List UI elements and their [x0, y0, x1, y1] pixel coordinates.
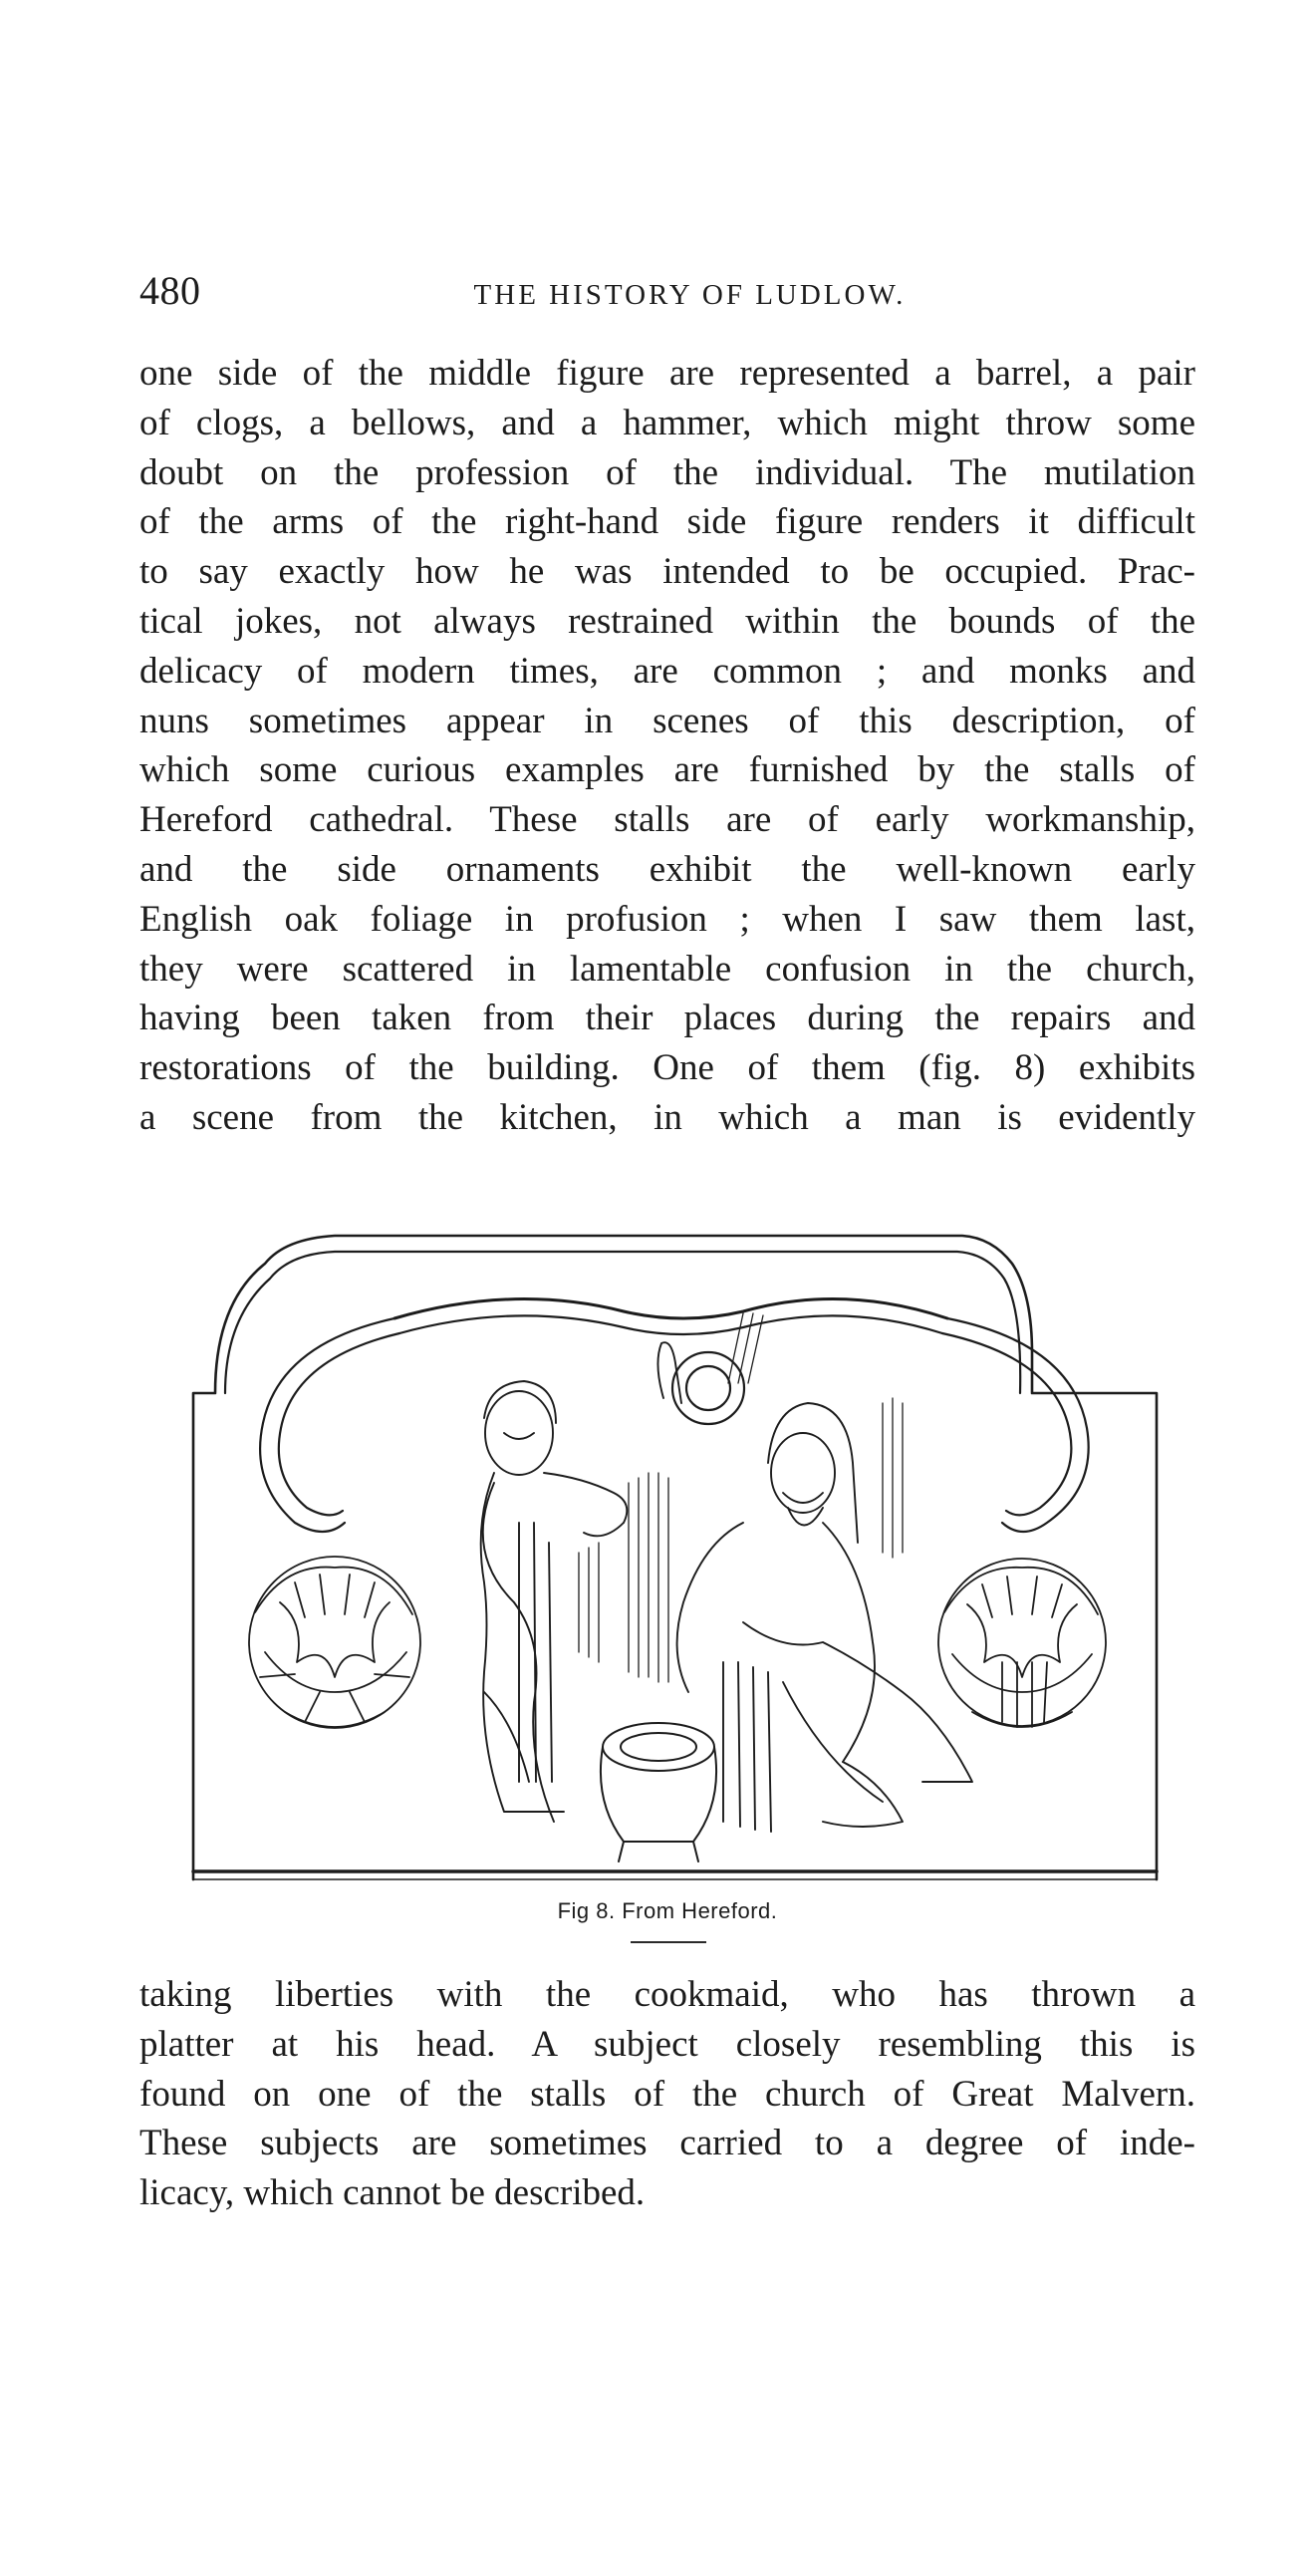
running-title: THE HISTORY OF LUDLOW. — [473, 279, 907, 311]
text-line: English oak foliage in profusion ; when I saw them last, — [139, 898, 1195, 940]
text-line: platter at his head. A subject closely resembling this is — [139, 2023, 1195, 2065]
page-number: 480 — [139, 268, 201, 313]
text-line: Hereford cathedral. These stalls are of early workmanship, — [139, 799, 1195, 841]
text-line: licacy, which cannot be described. — [139, 2172, 646, 2214]
text-line: of clogs, a bellows, and a hammer, which might throw some — [139, 402, 1195, 443]
running-head — [139, 261, 1185, 321]
misericord-illustration — [185, 1224, 1167, 1889]
text-line: to say exactly how he was intended to be occupied. Prac- — [139, 551, 1195, 593]
woodcut-engraving — [185, 1224, 1167, 1889]
figure-caption: Fig 8. From Hereford. — [557, 1898, 778, 1923]
text-line: they were scattered in lamentable confusion in the church, — [139, 948, 1195, 990]
text-line: of the arms of the right-hand side figure renders it difficult — [139, 501, 1195, 543]
text-line: These subjects are sometimes carried to a degree of inde- — [139, 2123, 1195, 2164]
text-line: a scene from the kitchen, in which a man is evidently — [139, 1096, 1195, 1138]
text-line: nuns sometimes appear in scenes of this description, of — [139, 700, 1195, 741]
text-line: found on one of the stalls of the church of Great Malvern. — [139, 2073, 1195, 2115]
text-line: having been taken from their places during the repairs and — [139, 998, 1195, 1039]
text-line: doubt on the profession of the individual. The mutilation — [139, 451, 1195, 493]
text-line: one side of the middle figure are represented a barrel, a pair — [139, 353, 1195, 394]
caption-divider — [631, 1941, 706, 1943]
text-line: taking liberties with the cookmaid, who has thrown a — [139, 1974, 1195, 2015]
body-text-bottom — [139, 1970, 1195, 2218]
text-line: restorations of the building. One of them (fig. 8) exhibits — [139, 1047, 1195, 1089]
text-line: tical jokes, not always restrained within the bounds of the — [139, 600, 1195, 642]
body-text-top — [139, 349, 1195, 1143]
text-line: and the side ornaments exhibit the well-known early — [139, 848, 1195, 890]
text-line: delicacy of modern times, are common ; and monks and — [139, 650, 1195, 692]
text-line: which some curious examples are furnished by the stalls of — [139, 749, 1195, 791]
